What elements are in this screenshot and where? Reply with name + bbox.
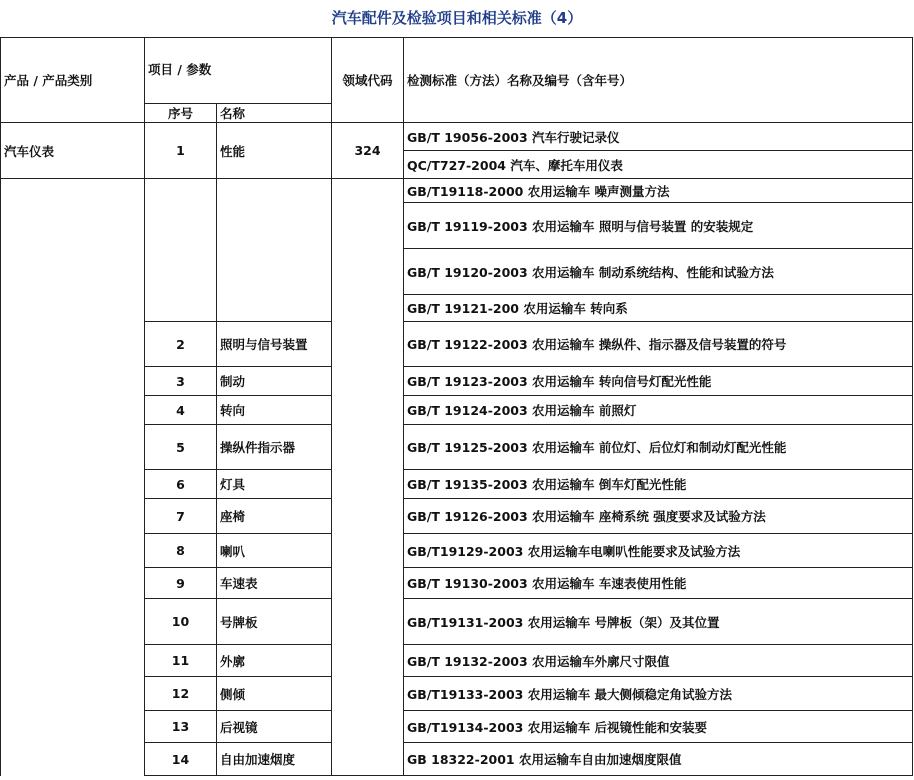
seq-cell: 14 <box>145 743 217 776</box>
item-name-cell: 号牌板 <box>217 599 332 645</box>
item-name-cell: 操纵件指示器 <box>217 425 332 470</box>
seq-cell: 6 <box>145 470 217 499</box>
seq-cell: 4 <box>145 396 217 425</box>
standard-cell: GB/T 19132-2003 农用运输车外廓尺寸限值 <box>404 645 913 677</box>
page-title: 汽车配件及检验项目和相关标准（4） <box>331 9 583 27</box>
standard-cell: GB/T 19121-200 农用运输车 转向系 <box>404 295 913 322</box>
item-name-cell: 灯具 <box>217 470 332 499</box>
standard-cell: GB/T 19130-2003 农用运输车 车速表使用性能 <box>404 568 913 599</box>
standard-cell: GB/T 19056-2003 汽车行驶记录仪 <box>404 123 913 151</box>
item-name-cell: 喇叭 <box>217 534 332 568</box>
seq-cell: 10 <box>145 599 217 645</box>
item-name-cell: 外廓 <box>217 645 332 677</box>
standard-cell: GB/T 19126-2003 农用运输车 座椅系统 强度要求及试验方法 <box>404 499 913 534</box>
header-product: 产品 / 产品类别 <box>1 38 145 123</box>
product-cell: 汽车仪表 <box>1 123 145 179</box>
standard-cell: GB/T 19135-2003 农用运输车 倒车灯配光性能 <box>404 470 913 499</box>
standard-cell: GB/T19118-2000 农用运输车 噪声测量方法 <box>404 179 913 203</box>
seq-cell: 12 <box>145 677 217 711</box>
seq-cell: 3 <box>145 367 217 396</box>
item-name-cell: 车速表 <box>217 568 332 599</box>
standard-cell: GB/T 19124-2003 农用运输车 前照灯 <box>404 396 913 425</box>
standard-cell: GB/T 19123-2003 农用运输车 转向信号灯配光性能 <box>404 367 913 396</box>
header-standard: 检测标准（方法）名称及编号（含年号） <box>404 38 913 123</box>
standard-cell: GB/T19134-2003 农用运输车 后视镜性能和安装要 <box>404 711 913 743</box>
seq-cell-empty <box>145 179 217 322</box>
seq-cell: 5 <box>145 425 217 470</box>
seq-cell: 1 <box>145 123 217 179</box>
seq-cell: 2 <box>145 322 217 367</box>
item-name-cell: 自由加速烟度 <box>217 743 332 776</box>
item-name-cell: 性能 <box>217 123 332 179</box>
item-name-cell: 后视镜 <box>217 711 332 743</box>
item-name-cell: 侧倾 <box>217 677 332 711</box>
product-cell-empty <box>1 179 145 776</box>
seq-cell: 9 <box>145 568 217 599</box>
standard-cell: GB/T 19125-2003 农用运输车 前位灯、后位灯和制动灯配光性能 <box>404 425 913 470</box>
seq-cell: 7 <box>145 499 217 534</box>
standard-cell: GB/T 19122-2003 农用运输车 操纵件、指示器及信号装置的符号 <box>404 322 913 367</box>
standard-cell: GB/T 19120-2003 农用运输车 制动系统结构、性能和试验方法 <box>404 249 913 295</box>
header-seq: 序号 <box>145 104 217 123</box>
standard-cell: QC/T727-2004 汽车、摩托车用仪表 <box>404 151 913 179</box>
seq-cell: 13 <box>145 711 217 743</box>
seq-cell: 8 <box>145 534 217 568</box>
item-name-cell: 转向 <box>217 396 332 425</box>
standard-cell: GB/T19129-2003 农用运输车电喇叭性能要求及试验方法 <box>404 534 913 568</box>
seq-cell: 11 <box>145 645 217 677</box>
standard-cell: GB/T19131-2003 农用运输车 号牌板（架）及其位置 <box>404 599 913 645</box>
header-name: 名称 <box>217 104 332 123</box>
standard-cell: GB/T 19119-2003 农用运输车 照明与信号装置 的安装规定 <box>404 203 913 249</box>
standards-table <box>0 37 913 776</box>
item-name-cell: 制动 <box>217 367 332 396</box>
header-domain-code: 领域代码 <box>332 38 404 123</box>
standard-cell: GB 18322-2001 农用运输车自由加速烟度限值 <box>404 743 913 776</box>
domain-code-cell: 324 <box>332 123 404 179</box>
domain-code-cell-empty <box>332 179 404 776</box>
header-item-param: 项目 / 参数 <box>145 38 332 104</box>
standard-cell: GB/T19133-2003 农用运输车 最大侧倾稳定角试验方法 <box>404 677 913 711</box>
item-name-cell: 照明与信号装置 <box>217 322 332 367</box>
item-name-cell-empty <box>217 179 332 322</box>
item-name-cell: 座椅 <box>217 499 332 534</box>
